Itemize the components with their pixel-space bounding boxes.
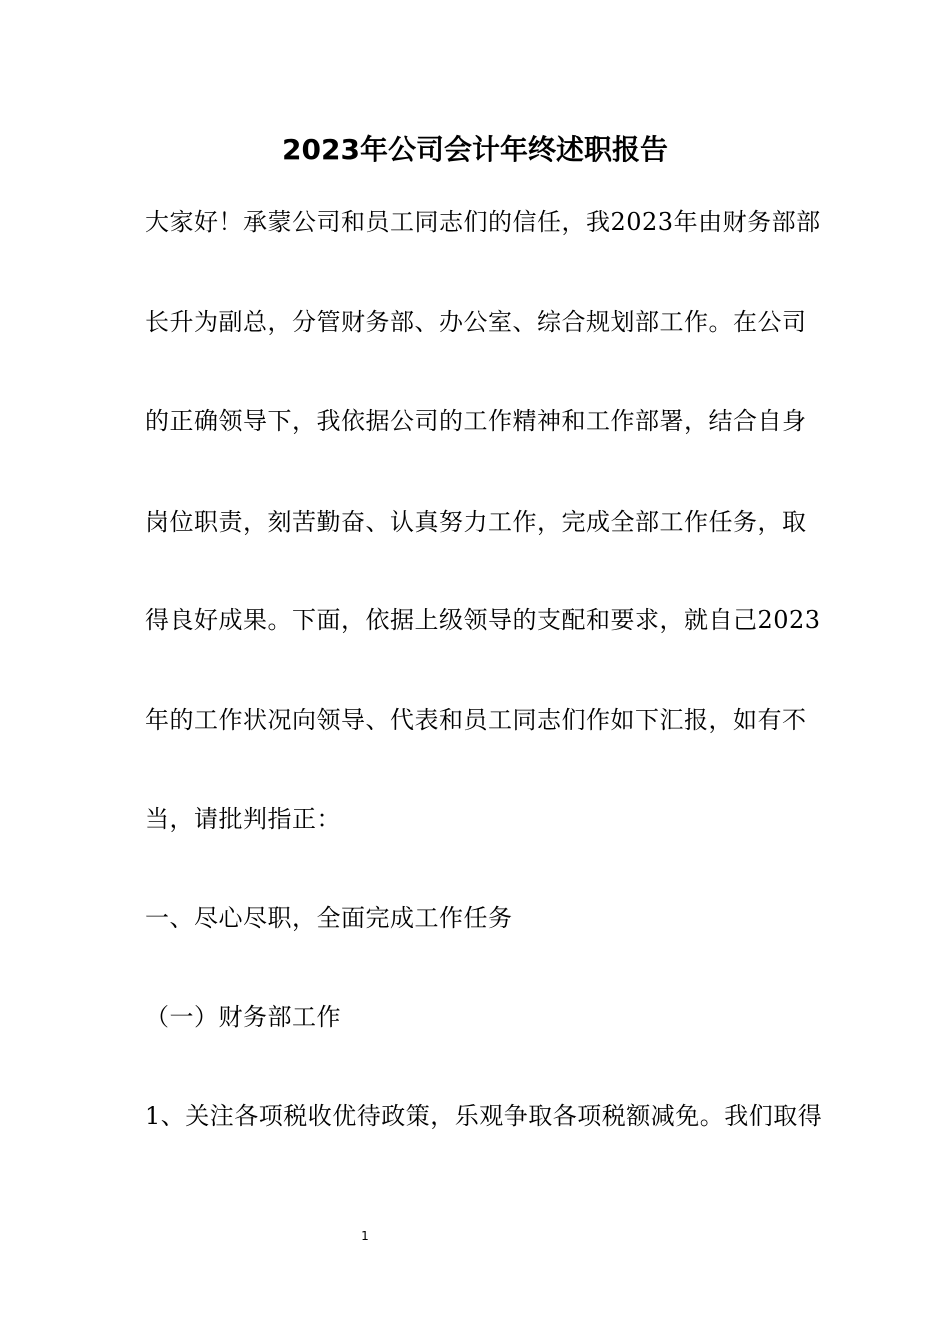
body-line-3: 的正确领导下，我依据公司的工作精神和工作部署，结合自身 [145,407,807,435]
body-line-1: 大家好！承蒙公司和员工同志们的信任，我2023年由财务部部 [145,208,821,236]
body-line-2: 长升为副总，分管财务部、办公室、综合规划部工作。在公司 [145,308,807,336]
body-line-4: 岗位职责，刻苦勤奋、认真努力工作，完成全部工作任务，取 [145,508,807,536]
body-line-6: 年的工作状况向领导、代表和员工同志们作如下汇报，如有不 [145,706,807,734]
document-title: 2023年公司会计年终述职报告 [282,133,668,166]
body-line-10: 1、关注各项税收优待政策，乐观争取各项税额减免。我们取得 [145,1102,823,1130]
page-number: 1 [361,1229,369,1243]
body-line-7: 当，请批判指正： [145,805,341,833]
body-line-5: 得良好成果。下面，依据上级领导的支配和要求，就自己2023 [145,606,821,634]
subsection-heading: （一）财务部工作 [145,1003,341,1031]
section-heading: 一、尽心尽职，全面完成工作任务 [145,904,513,932]
